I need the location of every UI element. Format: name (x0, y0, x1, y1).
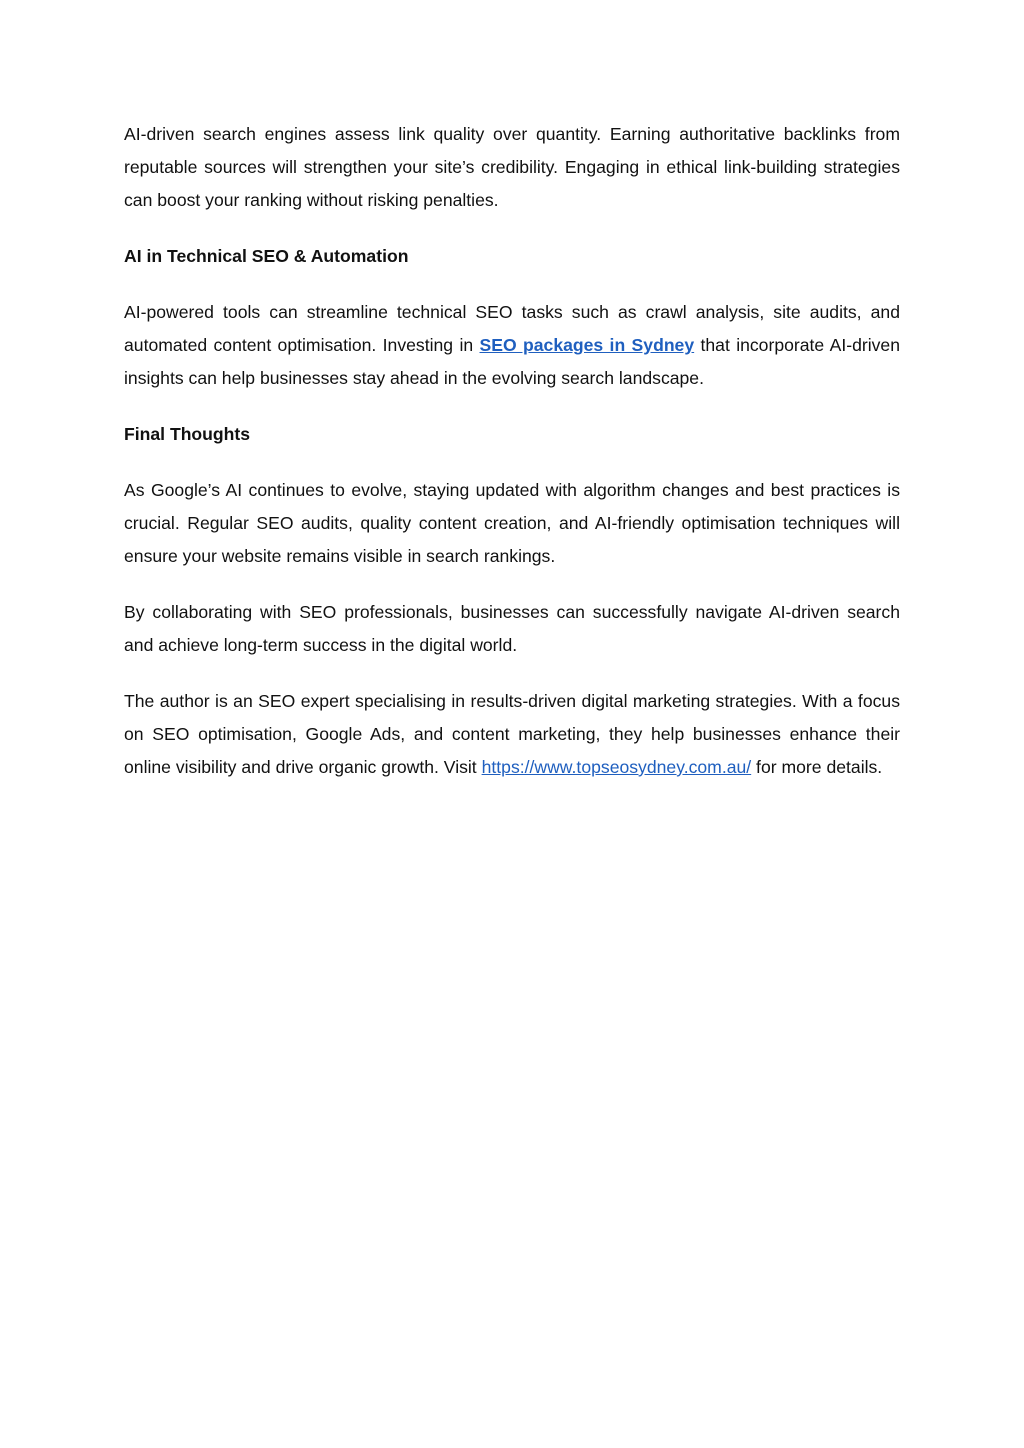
heading-final-thoughts: Final Thoughts (124, 424, 251, 444)
paragraph-link-quality: AI-driven search engines assess link quality over quantity. Earning authoritative backlinks from reputable sources will strengthen your site’s credibility. Engaging in ethical link-building strategies can boost your ranking without risking penalties. (124, 124, 900, 210)
paragraph-technical-seo (124, 296, 900, 395)
seo-packages-link[interactable]: SEO packages in Sydney (479, 335, 695, 355)
paragraph-author-text-after: for more details. (751, 757, 883, 777)
website-link[interactable]: https://www.topseosydney.com.au/ (481, 757, 752, 777)
paragraph-collaborating: By collaborating with SEO professionals, businesses can successfully navigate AI-driven search and achieve long-term success in the digital world. (124, 602, 900, 655)
paragraph-author (124, 685, 900, 784)
paragraph-author-text-before: The author is an SEO expert specialising in results-driven digital marketing strategies. With a focus on SEO optimisation, Google Ads, and content marketing, they help businesses enhance their online visibility and drive organic growth. Visit (124, 691, 900, 777)
paragraph-technical-seo-text-before: AI-powered tools can streamline technical SEO tasks such as crawl analysis, site audits, and automated content optimisation. Investing in (124, 302, 900, 355)
heading-technical-seo: AI in Technical SEO & Automation (124, 246, 409, 266)
paragraph-technical-seo-text-after: that incorporate AI-driven insights can help businesses stay ahead in the evolving search landscape. (124, 335, 900, 388)
document-page (124, 118, 900, 807)
paragraph-google-ai: As Google’s AI continues to evolve, staying updated with algorithm changes and best practices is crucial. Regular SEO audits, quality content creation, and AI-friendly optimisation techniques will ensure your website remains visible in search rankings. (124, 480, 900, 566)
